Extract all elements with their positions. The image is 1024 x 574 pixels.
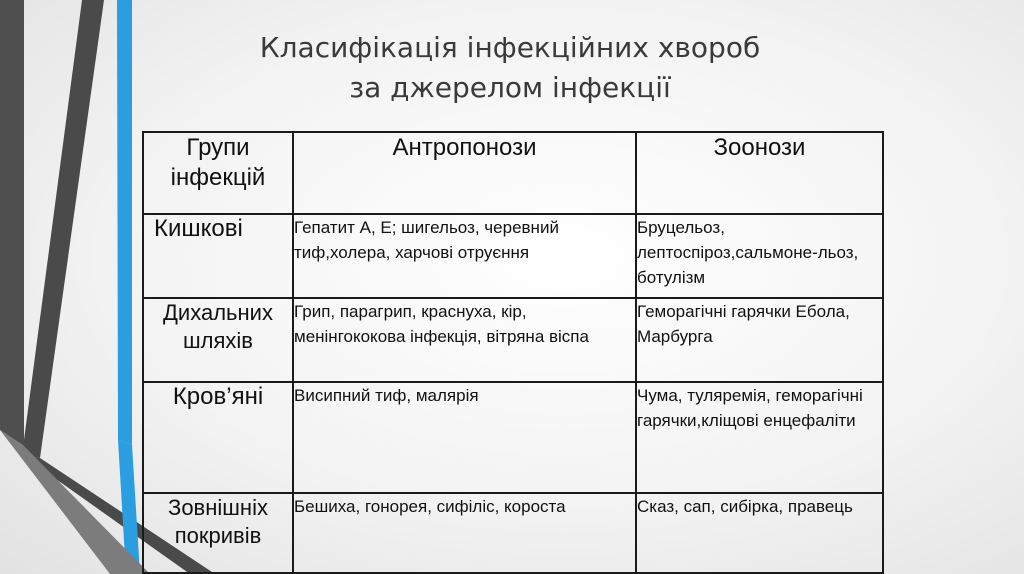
anthroponoses-cell: Гепатит А, Е; шигельоз, черевний тиф,холера, харчові отруєння [293, 214, 636, 298]
anthroponoses-cell: Бешиха, гонорея, сифіліс, короста [293, 493, 636, 573]
anthroponoses-cell: Грип, парагрип, краснуха, кір, менінгококова інфекція, вітряна віспа [293, 298, 636, 382]
zoonoses-cell: Сказ, сап, сибірка, правець [636, 493, 883, 573]
slide-title [180, 28, 840, 108]
group-cell: Дихальних шляхів [143, 298, 293, 382]
table-row [143, 382, 883, 493]
zoonoses-cell: Чума, туляремія, геморагічні гарячки,кліщові енцефаліти [636, 382, 883, 493]
group-cell: Кров’яні [143, 382, 293, 493]
header-groups: Групи інфекцій [143, 132, 293, 214]
header-anthroponoses: Антропонози [293, 132, 636, 214]
zoonoses-cell: Геморагічні гарячки Ебола, Марбурга [636, 298, 883, 382]
blue-stripe [117, 0, 132, 445]
table-header-row [143, 132, 883, 214]
dark-stripe-left [0, 0, 24, 446]
group-cell: Кишкові [143, 214, 293, 298]
table-row [143, 493, 883, 573]
dark-stripe-main [22, 0, 104, 458]
group-cell: Зовнішніх покривів [143, 493, 293, 573]
zoonoses-cell: Бруцельоз, лептоспіроз,сальмоне-льоз, ботулізм [636, 214, 883, 298]
title-line-2: за джерелом інфекції [349, 71, 671, 104]
classification-table [142, 131, 884, 574]
title-line-1: Класифікація інфекційних хвороб [259, 31, 761, 64]
table-row [143, 214, 883, 298]
table-row [143, 298, 883, 382]
header-zoonoses: Зоонози [636, 132, 883, 214]
anthroponoses-cell: Висипний тиф, малярія [293, 382, 636, 493]
